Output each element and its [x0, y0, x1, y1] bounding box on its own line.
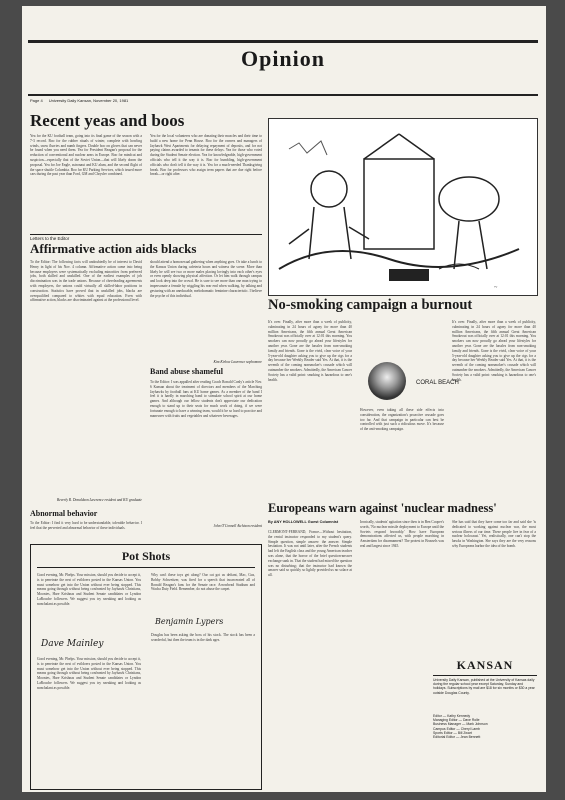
nuclear-body-3: She has said that they have come too far and said she 'is dedicated to working against nuclear war, the most serious illness of our time. These people live in fear of a nuclear holocaust.' Yet, realistically, one can't stop the hawks in Washington. She says they are the very reasons why Europeans harbor the idea of the bomb. — [452, 520, 536, 548]
abnormal-behavior-letter — [30, 510, 142, 540]
pot-shots-rule — [37, 567, 255, 568]
band-abuse-body: To the Editor: I was appalled after reading Coach Ronald Conly's article Nov. 6 Kansan about the treatment of directors and members of the Marching Jayhawks by football fans at KU home games. As a member of the band I feel it is hardly in marching band to stimulate school spirit at our home games. And although our fellow students don't appreciate our dedication enough to stand up to their seats for much work of doing, if we were fortunate enough to have a winning team, would it be so hard to practice and maneuver with fruits and vegetables and whatever beverages. — [150, 380, 262, 418]
editorial-cartoon — [268, 118, 538, 296]
kansan-staff-box — [433, 658, 537, 739]
signature-mainley: Dave Mainley — [41, 639, 104, 649]
homosexual-letter-body: should attend a homosexual gathering when anything goes. Or take a lunch to the Kansas Union during cafeteria hours and witness the scene. More than likely he will see two or more males placing lovingly into each other's eyes or even openly showing physical affection. Or let him walk through campus and look deep into the crowd. He is sure to see more than one man trying to impersonate a female by wiggling his rear end when walking, by talking and gesturing with an uneducable, melodramatic feminine characteristic. I believe the psyche of this individual. — [150, 260, 262, 298]
masthead — [28, 10, 538, 98]
pot-shots-box — [30, 544, 262, 790]
staff-line: Sports Editor — Bill Zwart — [433, 730, 472, 735]
no-smoking-column — [268, 298, 536, 496]
band-abuse-headline: Band abuse shameful — [150, 368, 223, 376]
paper-dateline: University Daily Kansan, November 20, 1981 — [48, 98, 129, 103]
yeas-boos-headline: Recent yeas and boos — [30, 112, 185, 130]
signature-kirlow: Kim Kirlow Lawrence sophomore — [213, 360, 262, 364]
nuclear-byline: By ANY HOLLOWELL Guest Columnist — [268, 520, 339, 524]
columnist-caption: CORAL BEACH — [416, 380, 459, 386]
kansan-nameplate: KANSAN — [456, 658, 514, 672]
staff-line: Business Manager — Mark Johnson — [433, 722, 488, 727]
mast-bottom-rule — [28, 94, 538, 96]
kansan-info: University Daily Kansan, published at the University of Kansas daily during the regular school year except Saturday, Sunday and holidays. Subscriptions by mail are $18 for six months or $30 a year outside Douglas County. — [433, 678, 535, 695]
mast-top-rule — [28, 40, 538, 43]
page-title: Opinion — [240, 46, 326, 71]
pot-shots-left-body: Good evening, Mr. Phelps. Your mission, should you decide to accept it, is to penetrate the nest of evildoers posted in the Kansas Union. You must somehow get into the Union without ever being stopped. This means going through without being confronted by Jayhawk Christians, Moonies, Hare Krishnas and Student Senate candidates or Lyndon LaRouche followers. We suggest you try sneaking and looking as nonchalant as possible. — [37, 573, 141, 606]
yeas-boos-section — [30, 112, 262, 228]
no-smoking-body-2: However, even taking all these side effects into consideration, the organization's proactive crusade goes too far. And that campaign in particular can best be controlled with just such a ridiculous move. It's because of the anti-smoking campaign. — [360, 408, 444, 432]
staff-line: Managing Editor — Dave Rolle — [433, 718, 480, 723]
staff-line: Campus Editor — Cheryl Lamb — [433, 726, 480, 731]
band-abuse-letter — [150, 368, 262, 538]
affirmative-headline: Affirmative action aids blacks — [30, 242, 197, 256]
pot-shots-right-body-2: Douglas has been asking the boss of his stock. The stock has been a wonderful, but then the team is in the dark ages. — [151, 633, 255, 642]
no-smoking-body-3: It's over. Finally, after more than a week of publicity, culminating in 24 hours of agony for more than 40 million Americans, the fifth annual Great American Smokeout was officially over at 12:01 this morning. You smokers can now proudly go ahead your lifestyles for another year. Gone are the hassles from non-smoking family and friends. Gone is the vivid, clear voice of your 5-year-old daughter asking you to give up the cigs for a day because her Weekly Reader said Yes. At that, it is the seventh of the coming nonsmoker's crusade which will outnumber the smokers. Admittedly, the American Cancer Society has a valid point: smoking is hazardous to one's health. — [452, 320, 536, 382]
nuclear-body-2: Ironically, students' agitation since then is in Ben Cooper's words, 'No nuclear missile deployment to Europe until the Soviets respond favorably.' How have European demonstrations affected us, with people marching in Amsterdam for disarmament? The protest in Brussels was real and largest since 1945. — [360, 520, 444, 548]
staff-line: Editor — Kathy Kennedy — [433, 714, 471, 718]
no-smoking-body: It's over. Finally, after more than a week of publicity, culminating in 24 hours of agony for more than 40 million Americans, the fifth annual Great American Smokeout was officially over at 12:01 this morning. You smokers can now proudly go ahead your lifestyles for another year. Gone are the hassles from non-smoking family and friends. Gone is the vivid, clear voice of your 5-year-old daughter asking you to give up the cigs for a day because her Weekly Reader said Yes. At that, it is the seventh of the coming nonsmoker's crusade which will outnumber the smokers. Admittedly, the American Cancer Society has a valid point: smoking is hazardous to one's health. — [268, 320, 352, 382]
letters-label: Letters to the Editor — [30, 234, 262, 241]
pot-shots-right-body: Why can't these toys get along? Our cat got us defiant, Mac, Gus, Bobby Schweitzer, was fired for a speech that incarcerated all of Ronald Reagan's fans for the Senate race. Arrowhead Stadium and Wacha Duty Field. Remember, do not abuse the carpet. — [151, 573, 255, 592]
signature-oconnell: John O'Connell Atchison resident — [213, 524, 262, 528]
pot-shots-title: Pot Shots — [121, 549, 171, 563]
page-number: Page 4 — [30, 98, 43, 103]
signature-donaldson: Beverly R. Donaldson Lawrence resident and KU graduate — [57, 498, 142, 502]
affirmative-body: To the Editor: The following facts will undoubtedly be of interest to David Henry in light of his Nov. 4 column. Affirmative action came into being because employers were systematically excluding minorities from preferred jobs, both skilled and unskilled. One of the earliest examples of job discrimination was in the trade unions. Because of cheerleading agreements with employers, the unions could virtually all skilled-labor positions in construction. Statistics have proved that in unskilled jobs, blacks are overqualified compared to whites with equal education. Even with affirmative action, blacks are discriminated against at the professional level. — [30, 260, 142, 303]
folio-line — [30, 98, 128, 103]
columnist-photo — [368, 362, 406, 400]
no-smoking-headline: No-smoking campaign a burnout — [268, 298, 473, 313]
signature-lypers: Benjamin Lypers — [155, 617, 224, 626]
yeas-boos-left-col: Yea for the KU football team, going into its final game of the season with a 7-3 record. Boo for the rubber rituals of winter, complete with howling winds, snow flurries and numb fingers. Double boo on gloves that can never be found when you need them. Yea for President Reagan's proposal for the reduction of conventional and nuclear arms in Europe. Boo for mindcut and suspicion—especially that of the Soviet Union—that will likely doom the proposal. Yea for Joe Engle, astronaut and KU alum, and the second flight of the space shuttle Columbia. Boo for KU Parking Services, which issued more cars during the past year than Ford, GM and Chrysler combined. — [30, 134, 142, 177]
nuclear-headline: Europeans warn against 'nuclear madness' — [268, 502, 497, 515]
staff-line: Editorial Editor — Jean Bennett — [433, 735, 481, 740]
kansan-staff-list — [433, 714, 537, 739]
abnormal-headline: Abnormal behavior — [30, 510, 98, 518]
nuclear-column — [268, 502, 536, 790]
nuclear-body: CLERMONT-FERRAND, France—Without hesitation, the rental instructor responded to my student's query. Simple question, simple answer: the answer. Simple hesitation. It was not until later, after the French students had left the English class and the young American teacher was alone, that the horror of the brief question-answer exchange sank in. That the student had mixed the question was no disturbing; that the instructor had known the answer said so quickly so lightly provided us no solace at all. — [268, 530, 352, 578]
kansan-rule — [433, 675, 537, 676]
pot-shots-left-body-2: Good evening, Mr. Phelps. Your mission, should you decide to accept it, is to penetrate the nest of evildoers posted in the Kansas Union. You must somehow get into the Union without ever being stopped. This means going through without being confronted by Jayhawk Christians, Moonies, Hare Krishnas and Student Senate candidates or Lyndon LaRouche followers. We suggest you try sneaking and looking as nonchalant as possible. — [37, 657, 141, 690]
abnormal-body: To the Editor: I find it very hard to be understandable, tolerable behavior. I feel that the perverted and abnormal behavior of these individuals. — [30, 521, 142, 530]
cartoon-illustration — [269, 119, 537, 295]
svg-text:~: ~ — [494, 285, 498, 291]
newspaper-page — [22, 6, 546, 792]
yeas-boos-right-col: Yea for the local volunteers who are donating their muscles and their time to build a new home for Penn House. Boo for the owners and managers of Jayhawk West Apartments for delaying repayment of deposits, and for not paying claims awarded to tenants for these delays. Yea for those who voted during the Student Senate election. Yea for knowledgeable, high-government officials who tell it the way it is. Boo for bumbling, high-government officials who don't tell it the way it is. Yea for a much-needed Thanksgiving break. Boo for professors who assign term papers that are due right before break—or right after. — [150, 134, 262, 177]
